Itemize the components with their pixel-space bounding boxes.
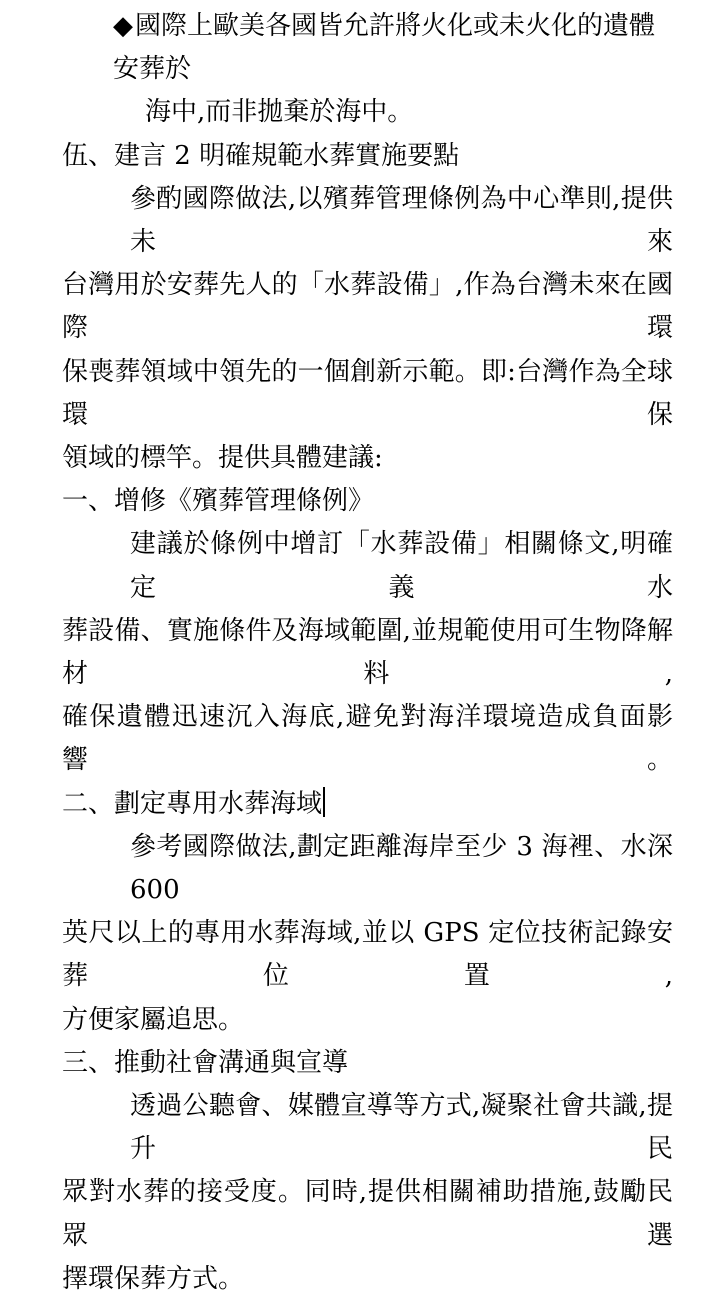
text-line[interactable]: 葬設備、實施條件及海域範圍,並規範使用可生物降解材料, (62, 615, 673, 690)
subsection-2-heading[interactable] (62, 783, 673, 826)
section-5-heading[interactable]: 伍、建言 2 明確規範水葬實施要點 (62, 140, 460, 171)
subsection-3-heading[interactable]: 三、推動社會溝通與宣導 (62, 1047, 349, 1078)
text-line[interactable]: 眾對水葬的接受度。同時,提供相關補助措施,鼓勵民眾選 (62, 1177, 673, 1251)
text-line[interactable]: 方便家屬追思。 (62, 1004, 245, 1035)
text-line[interactable]: 英尺以上的專用水葬海域,並以 GPS 定位技術記錄安葬位置, (62, 918, 673, 992)
text-line: 二、劃定專用水葬海域 (62, 788, 323, 819)
text-line[interactable]: 保喪葬領域中領先的一個創新示範。即:台灣作為全球環保 (62, 356, 673, 430)
text-line[interactable]: 海中,而非拋棄於海中。 (145, 97, 414, 128)
text-line: 國際上歐美各國皆允許將火化或未火化的遺體安葬於 (113, 11, 656, 85)
text-line[interactable]: 台灣用於安葬先人的「水葬設備」,作為台灣未來在國際環 (62, 270, 673, 344)
text-line[interactable]: 透過公聽會、媒體宣導等方式,凝聚社會共識,提升民 (130, 1091, 673, 1165)
text-line[interactable]: 確保遺體迅速沉入海底,避免對海洋環境造成負面影響。 (62, 702, 673, 776)
text-line[interactable]: 參考國際做法,劃定距離海岸至少 3 海裡、水深 600 (130, 831, 673, 906)
text-line[interactable]: 領域的標竿。提供具體建議: (62, 443, 383, 474)
text-line[interactable]: 建議於條例中增訂「水葬設備」相關條文,明確定義水 (130, 529, 673, 603)
text-cursor (323, 787, 325, 817)
text-line[interactable]: 參酌國際做法,以殯葬管理條例為中心準則,提供未來 (130, 183, 673, 258)
diamond-bullet-icon: ◆ (113, 11, 133, 41)
subsection-1-heading[interactable]: 一、增修《殯葬管理條例》 (62, 486, 375, 517)
text-line[interactable]: 擇環保葬方式。 (62, 1263, 245, 1294)
bullet-list-item[interactable] (62, 5, 673, 91)
